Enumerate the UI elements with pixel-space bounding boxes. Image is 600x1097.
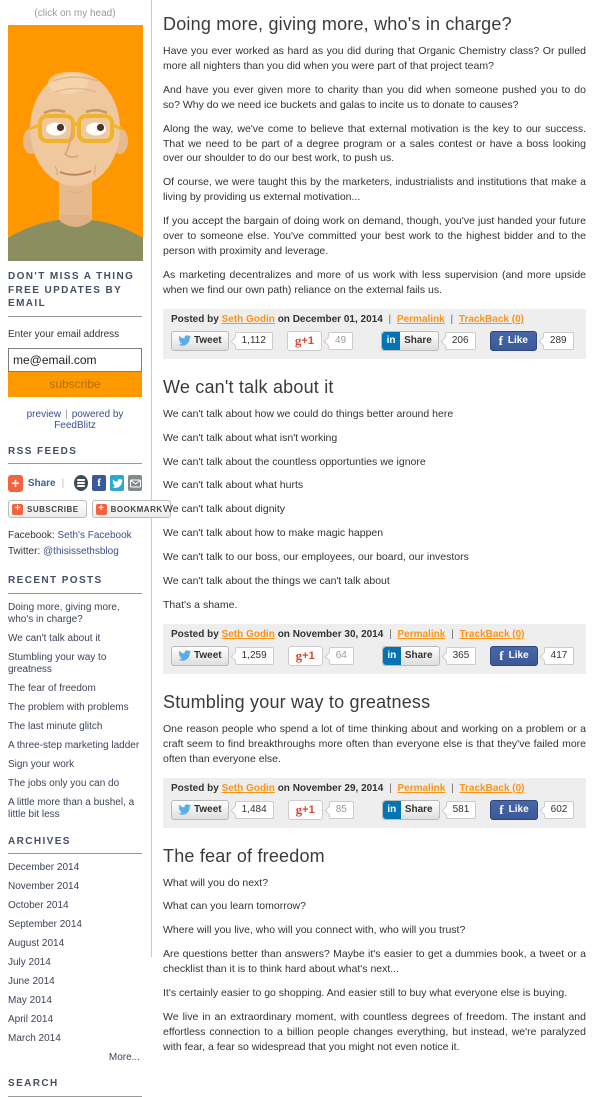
post-paragraph: We can't talk about the countless opportunties we ignore [163, 455, 426, 468]
post-paragraph: Of course, we were taught this by the marketers, industrialists and institutions that make a living by providing us external motivation... [163, 176, 586, 204]
archive-link[interactable]: July 2014 [8, 957, 51, 968]
facebook-like-count: 289 [543, 332, 574, 350]
linkedin-share-count: 581 [446, 801, 477, 819]
divider [8, 593, 142, 594]
twitter-label: Twitter: [8, 546, 41, 557]
share-link[interactable]: Share [27, 477, 56, 489]
facebook-like-button[interactable]: f Like [490, 800, 537, 820]
powered-by-feedblitz-link[interactable]: powered by FeedBlitz [54, 408, 124, 431]
post-paragraph: We can't talk about what isn't working [163, 431, 338, 444]
facebook-like-count: 602 [544, 801, 575, 819]
post-paragraph: And have you ever given more to charity than you did when someone pushed you to do so? Why do we need ice buckets and galas to incite us to donate to causes? [163, 83, 586, 111]
author-link[interactable]: Seth Godin [221, 313, 275, 325]
archive-link[interactable]: November 2014 [8, 881, 80, 892]
post-paragraph: As marketing decentralizes and more of us work with less supervision (and more upside when we find our own path) reliance on the external fails us. [163, 268, 586, 296]
social-buttons-row [171, 800, 578, 820]
linkedin-icon: in [383, 647, 401, 665]
post-paragraph: We can't talk to our boss, our employees, our board, our investors [163, 551, 469, 564]
twitter-bird-icon [178, 649, 191, 662]
list-item [8, 721, 142, 733]
post-title-link[interactable]: The fear of freedom [163, 845, 325, 866]
archive-link[interactable]: April 2014 [8, 1014, 54, 1025]
facebook-label: Facebook: [8, 530, 55, 541]
feed-icon[interactable] [74, 475, 88, 491]
recent-post-link[interactable]: We can't talk about it [8, 632, 101, 644]
gplus-count: 64 [329, 647, 354, 665]
list-item [8, 602, 142, 626]
archive-link[interactable]: October 2014 [8, 900, 69, 911]
rss-feeds-heading: RSS FEEDS [8, 445, 78, 457]
post-title-link[interactable]: Doing more, giving more, who's in charge? [163, 14, 512, 34]
blog-post [163, 377, 586, 674]
facebook-like-button[interactable]: f Like [490, 331, 537, 351]
list-item [8, 759, 142, 771]
google-plus-one-button[interactable]: g +1 [288, 800, 323, 820]
twitter-share-icon[interactable] [110, 475, 124, 491]
archive-link[interactable]: March 2014 [8, 1033, 61, 1044]
list-item [8, 633, 142, 645]
list-item [8, 1033, 142, 1045]
list-item [8, 919, 142, 931]
addthis-plus-icon[interactable]: + [8, 475, 23, 492]
trackback-link[interactable]: TrackBack (0) [458, 313, 524, 325]
tweet-count: 1,484 [235, 801, 274, 819]
post-paragraph: It's certainly easier to go shopping. And easier still to buy what everyone else is buying. [163, 987, 568, 1000]
social-buttons-row [171, 331, 578, 351]
trackback-link[interactable]: TrackBack (0) [459, 782, 525, 794]
list-item [8, 652, 142, 676]
permalink-link[interactable]: Permalink [396, 313, 445, 325]
linkedin-share-button[interactable]: in Share [382, 800, 440, 820]
recent-post-link[interactable]: The problem with problems [8, 701, 129, 713]
preview-link[interactable]: preview [26, 408, 62, 420]
author-link[interactable]: Seth Godin [221, 782, 275, 794]
list-item [8, 702, 142, 714]
recent-posts-heading: RECENT POSTS [8, 575, 103, 586]
seths-twitter-link[interactable]: @thisissethsblog [43, 546, 119, 557]
archives-more-link[interactable]: More... [108, 1052, 140, 1063]
post-title-link[interactable]: We can't talk about it [163, 376, 334, 397]
post-paragraph: Along the way, we've come to believe that external motivation is the key to our success. That we need to be part of a degree program or a sales contest or have a boss looking over our shoulder to do our best work, to push us. [163, 122, 586, 165]
facebook-icon: f [499, 647, 504, 663]
linkedin-share-count: 206 [445, 332, 476, 350]
main-content [163, 0, 586, 1073]
post-paragraph: Where will you live, who will you connect with, who will you trust? [163, 924, 466, 937]
recent-post-link[interactable]: Stumbling your way to greatness [8, 651, 107, 675]
archives-list [8, 862, 142, 1045]
recent-post-link[interactable]: Doing more, giving more, who's in charge? [8, 601, 120, 625]
post-footer [163, 624, 586, 674]
email-updates-heading: DON'T MISS A THING FREE UPDATES BY EMAIL [8, 271, 135, 309]
social-profiles [8, 528, 142, 560]
post-paragraph: One reason people who spend a lot of time thinking about and working on a problem or a craft seem to find breakthroughs more often than everyone else is that they've failed more often than everyone else. [163, 722, 586, 765]
divider [8, 853, 142, 854]
google-plus-one-button[interactable]: g +1 [287, 331, 322, 351]
post-paragraph: We can't talk about how to make magic happen [163, 527, 384, 540]
archive-link[interactable]: August 2014 [8, 938, 65, 949]
linkedin-share-button[interactable]: in Share [382, 646, 440, 666]
post-paragraph: Have you ever worked as hard as you did during that Organic Chemistry class? Or pulled more all nighters than you did when you were part of that project team? [163, 45, 586, 72]
list-item [8, 995, 142, 1007]
facebook-share-icon[interactable]: f [92, 475, 106, 491]
recent-post-link[interactable]: A three-step marketing ladder [8, 739, 140, 751]
post-paragraph: We can't talk about what hurts [163, 479, 304, 492]
list-item [8, 683, 142, 695]
divider [8, 1096, 142, 1097]
divider [8, 463, 142, 464]
twitter-bird-icon [178, 803, 191, 816]
gplus-count: 49 [328, 332, 353, 350]
social-buttons-row [171, 646, 578, 666]
post-paragraph: We can't talk about how we could do things better around here [163, 407, 454, 420]
bookmark-button[interactable]: + BOOKMARK [92, 500, 171, 518]
blog-post [163, 846, 586, 1055]
post-paragraph: We live in an extraordinary moment, with countless degrees of freedom. The instant and effortless connection to a billion people changes everything, but instead, we're paralyzed with fear, a fear so widespread that you might not even notice it. [163, 1011, 586, 1053]
archive-link[interactable]: June 2014 [8, 976, 55, 987]
plus-icon: + [96, 504, 107, 515]
seth-photo-link[interactable] [8, 25, 142, 261]
facebook-like-button[interactable]: f Like [490, 646, 537, 666]
post-paragraph: If you accept the bargain of doing work on demand, though, you've just handed your future over to someone else. You've committed your best work to the highest bidder and to the person with proximity and leverage. [163, 215, 586, 257]
feedblitz-links: preview | powered by FeedBlitz [26, 408, 124, 431]
tweet-count: 1,112 [235, 332, 273, 350]
list-item [8, 740, 142, 752]
seths-facebook-link[interactable]: Seth's Facebook [57, 530, 132, 541]
trackback-link[interactable]: TrackBack (0) [459, 628, 525, 640]
list-item [8, 938, 142, 950]
recent-post-link[interactable]: A little more than a bushel, a little bit less [8, 796, 135, 820]
seth-portrait-image[interactable] [8, 25, 143, 261]
google-plus-one-button[interactable]: g +1 [288, 646, 323, 666]
list-item [8, 881, 142, 893]
post-paragraph: What will you do next? [163, 876, 269, 889]
linkedin-share-count: 365 [446, 647, 477, 665]
email-input[interactable] [8, 348, 142, 372]
recent-post-link[interactable]: The fear of freedom [8, 682, 96, 694]
list-item [8, 957, 142, 969]
search-heading: SEARCH [8, 1078, 59, 1089]
linkedin-icon: in [383, 801, 401, 819]
author-link[interactable]: Seth Godin [221, 628, 275, 640]
email-address-label: Enter your email address [8, 328, 120, 340]
post-paragraph: We can't talk about the things we can't talk about [163, 575, 390, 588]
recent-post-link[interactable]: The jobs only you can do [8, 777, 120, 789]
facebook-icon: f [498, 332, 503, 348]
divider [8, 316, 142, 317]
permalink-link[interactable]: Permalink [397, 782, 446, 794]
post-paragraph: That's a shame. [163, 598, 238, 611]
post-paragraph: Are questions better than answers? Maybe it's easier to get a dummies book, a tweet or a checklist than it is to think hard about what's next... [163, 948, 586, 976]
list-item [8, 900, 142, 912]
list-item [8, 778, 142, 790]
tweet-count: 1,259 [235, 647, 274, 665]
rss-subscribe-button[interactable]: + SUBSCRIBE [8, 500, 87, 518]
list-item [8, 862, 142, 874]
blog-post [163, 692, 586, 828]
post-paragraph: We can't talk about dignity [163, 503, 286, 516]
post-paragraph: What can you learn tomorrow? [163, 900, 306, 913]
linkedin-share-button[interactable]: in Share [381, 331, 439, 351]
facebook-like-count: 417 [544, 647, 575, 665]
recent-post-link[interactable]: Sign your work [8, 758, 75, 770]
permalink-link[interactable]: Permalink [397, 628, 446, 640]
recent-posts-list [8, 602, 142, 821]
posted-by-line: Posted by Seth Godin on December 01, 2014 | Permalink | TrackBack (0) [171, 313, 524, 325]
subscribe-button[interactable]: subscribe [8, 372, 142, 397]
list-item [8, 797, 142, 821]
post-footer [163, 778, 586, 828]
addthis-share-row: + Share | f [8, 474, 142, 492]
sidebar [0, 0, 163, 1089]
click-on-head-hint: (click on my head) [34, 8, 116, 19]
list-item [8, 1014, 142, 1026]
email-share-icon[interactable] [128, 475, 142, 491]
facebook-icon: f [499, 801, 504, 817]
tweet-button[interactable]: Tweet [171, 646, 229, 666]
plus-icon: + [12, 504, 23, 515]
archives-heading: ARCHIVES [8, 835, 71, 847]
tweet-button[interactable]: Tweet [171, 800, 229, 820]
tweet-button[interactable]: Tweet [171, 331, 229, 351]
posted-by-line: Posted by Seth Godin on November 30, 2014 | Permalink | TrackBack (0) [171, 628, 525, 640]
twitter-bird-icon [178, 334, 191, 347]
posted-by-line: Posted by Seth Godin on November 29, 2014 | Permalink | TrackBack (0) [171, 782, 525, 794]
post-footer [163, 309, 586, 359]
archive-link[interactable]: December 2014 [8, 862, 80, 873]
archive-link[interactable]: May 2014 [8, 995, 52, 1006]
recent-post-link[interactable]: The last minute glitch [8, 720, 103, 732]
linkedin-icon: in [382, 332, 400, 350]
archive-link[interactable]: September 2014 [8, 919, 82, 930]
post-title-link[interactable]: Stumbling your way to greatness [163, 691, 431, 712]
gplus-count: 85 [329, 801, 354, 819]
list-item [8, 976, 142, 988]
blog-post [163, 14, 586, 359]
feed-buttons-row [8, 500, 163, 518]
